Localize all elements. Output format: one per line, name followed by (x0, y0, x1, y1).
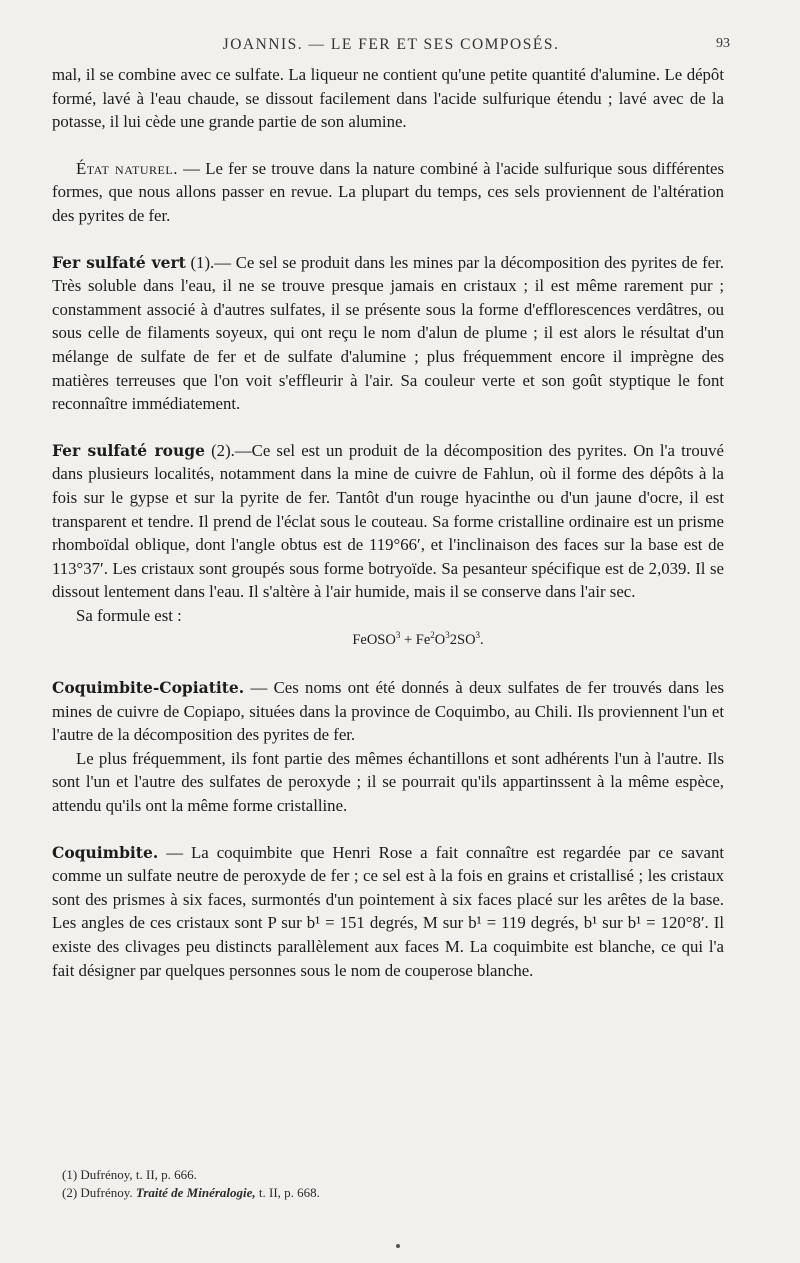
body-text (52, 63, 724, 982)
paragraph-fer-sulfate-rouge (52, 439, 724, 604)
paragraph-text: — Le fer se trouve dans la nature combiné à l'acide sulfurique sous différentes formes, que nous allons passer en revue. La plupart du temps, ces sels proviennent de l'altération des pyrites de fer. (52, 158, 724, 225)
page-number: 93 (716, 36, 730, 51)
formula-sup: 3 (475, 630, 481, 641)
formula-part: Fe (415, 632, 431, 649)
footnote-2-author: (2) Dufrénoy. (62, 1185, 136, 1200)
formula-intro: Sa formule est : (76, 605, 182, 625)
footnote-2-title: Traité de Minéralogie, (135, 1185, 256, 1200)
page-header (52, 36, 730, 60)
paragraph-fer-sulfate-vert (52, 251, 724, 416)
section-heading-fer-sulfate-rouge: Fer sulfaté rouge (52, 440, 205, 460)
formula-plus: + (400, 632, 416, 649)
formula-sup: 3 (395, 630, 401, 641)
footnote-1: (1) Dufrénoy, t. II, p. 666. (62, 1167, 197, 1182)
paragraph-text: — Ces noms ont été donnés à deux sulfates de fer trouvés dans les mines de cuivre de Copiapo, situées dans la province de Coquimbo, au Chili. Ils proviennent l'un et l'autre de la décomposition des pyrites de fer. (52, 678, 724, 745)
paragraph-continuation: mal, il se combine avec ce sulfate. La liqueur ne contient qu'une petite quantité d'alumine. Le dépôt formé, lavé à l'eau chaude, se dissout facilement dans l'acide sulfurique étendu ; lavé avec de la potasse, il lui cède une grande partie de son alumine. (52, 65, 724, 132)
paragraph-text: — La coquimbite que Henri Rose a fait connaître est regardée par ce savant comme un sulfate neutre de peroxyde de fer ; ce sel est à la fois en grains et cristallisé ; les cristaux sont des prismes à six faces, surmontés d'un pointement à six faces placé sur les arêtes de la base. Les angles de ces cristaux sont P sur b¹ = 151 degrés, M sur b¹ = 119 degrés, b¹ sur b¹ = 120°8′. Il existe des clivages peu distincts parallèlement aux faces M. La coquimbite est blanche, ce qui l'a fait désigner par quelques personnes sous le nom de couperose blanche. (52, 842, 724, 980)
section-heading-coquimbite: Coquimbite. (52, 842, 159, 862)
formula-part: O (434, 632, 446, 649)
formula-sup: 2 (430, 630, 435, 641)
paragraph-coquimbite-copiatite (52, 676, 724, 747)
formula-end: . (480, 632, 484, 649)
footnote-2-ref: t. II, p. 668. (255, 1185, 320, 1200)
footnotes (62, 1166, 722, 1202)
running-head: JOANNIS. — LE FER ET SES COMPOSÉS. (222, 36, 560, 53)
paragraph-text: (2).—Ce sel est un produit de la décomposition des pyrites. On l'a trouvé dans plusieurs localités, notamment dans la mine de cuivre de Fahlun, où il forme des dépôts à la fois sur le gypse et sur la pyrite de fer. Tantôt d'un rouge hyacinthe ou d'un jaune d'ocre, il est transparent et tendre. Il prend de l'éclat sous le couteau. Sa forme cristalline ordinaire est un prisme rhomboïdal oblique, dont l'angle obtus est de 119°66′, et l'inclinaison des faces sur la base est de 113°37′. Les cristaux sont groupés sous forme botryoïde. Sa pesanteur spécifique est de 2,039. Il se dissout lentement dans l'eau. Il s'altère à l'air humide, mais il se conserve dans l'air sec. (52, 440, 724, 602)
paragraph-plus-frequemment: Le plus fréquemment, ils font partie des mêmes échantillons et sont adhérents l'un à l'autre. Ils sont l'un et l'autre des sulfates de peroxyde ; il se pourrait qu'ils appartinssent à la même espèce, attendu qu'ils ont la même forme cristalline. (52, 748, 724, 816)
formula-part: FeOSO (352, 632, 396, 649)
formula-sup: 3 (445, 630, 450, 641)
section-heading-fer-sulfate-vert: Fer sulfaté vert (52, 252, 186, 272)
formula-part: 2SO (449, 632, 476, 649)
paragraph-etat-naturel (52, 157, 724, 228)
paragraph-coquimbite (52, 841, 724, 983)
chemical-formula (52, 629, 724, 653)
section-heading-coquimbite-copiatite: Coquimbite-Copiatite. (52, 678, 245, 698)
section-heading-etat-naturel: État naturel. (76, 158, 178, 178)
print-dot (396, 1244, 400, 1248)
footnote-2 (62, 1184, 722, 1202)
paragraph-text: (1).— Ce sel se produit dans les mines par la décomposition des pyrites de fer. Très soluble dans l'eau, il ne se trouve presque jamais en cristaux ; il est même rarement pur ; constamment associé à d'autres sulfates, il se présente sous la forme d'efflorescences verdâtres, ou sous celle de filaments soyeux, qui ont reçu le nom d'alun de plume ; il est alors le résultat d'un mélange de sulfate de fer et de sulfate d'alumine ; plus fréquemment encore il imprègne des matières terreuses que l'on voit s'effleurir à l'air. Sa couleur verte et son goût styptique le font reconnaître immédiatement. (52, 252, 724, 414)
